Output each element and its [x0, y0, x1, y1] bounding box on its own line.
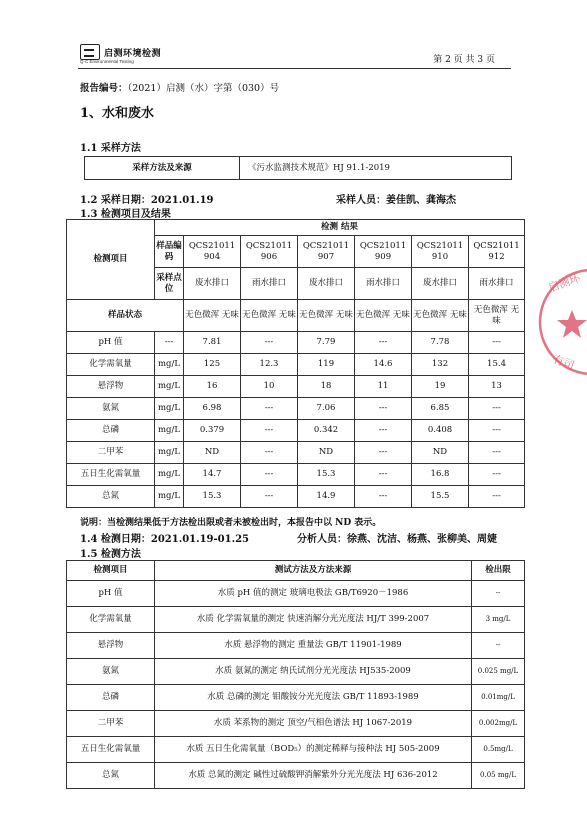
result-value: 0.408	[412, 420, 469, 442]
report-number-label: 报告编号：	[80, 83, 128, 94]
method-item: 悬浮物	[67, 633, 155, 659]
result-unit: mg/L	[155, 354, 184, 376]
result-value: 7.06	[298, 398, 355, 420]
method-limit: --	[472, 581, 525, 607]
result-unit: mg/L	[155, 464, 184, 486]
result-value: 16	[184, 376, 241, 398]
result-value: ---	[241, 420, 298, 442]
page-info: 第 2 页 共 3 页	[433, 55, 495, 65]
sampling-point: 雨水排口	[355, 268, 412, 300]
result-value: 15.3	[184, 486, 241, 508]
company-logo	[80, 44, 161, 60]
company-name-cn: 启测环境检测	[104, 48, 162, 59]
results-col-header: 检测 结果	[155, 220, 525, 236]
company-name-en: Q·C Environmental Testing	[80, 59, 134, 64]
result-value: 14.6	[355, 354, 412, 376]
result-value: 0.379	[184, 420, 241, 442]
result-value: ---	[469, 398, 525, 420]
logo-icon	[80, 44, 100, 60]
result-value: 7.81	[184, 332, 241, 354]
result-value: ND	[298, 442, 355, 464]
result-unit: ---	[155, 332, 184, 354]
sample-state: 无色微浑 无味	[469, 300, 525, 332]
result-value: 6.98	[184, 398, 241, 420]
method-text: 水质 五日生化需氧量（BOD₅）的测定稀释与接种法 HJ 505-2009	[155, 737, 472, 763]
test-date	[80, 530, 249, 545]
svg-text:有司: 有司	[550, 352, 577, 373]
sample-state: 无色微浑 无味	[298, 300, 355, 332]
result-value: ---	[469, 442, 525, 464]
result-unit: mg/L	[155, 398, 184, 420]
method-limit: 0.01mg/L	[472, 685, 525, 711]
method-limit: 0.05 mg/L	[472, 763, 525, 789]
method-text: 水质 总磷的测定 钼酸铵分光光度法 GB/T 11893-1989	[155, 685, 472, 711]
method-item: 氨氮	[67, 659, 155, 685]
methods-table	[66, 560, 525, 789]
result-value: ---	[469, 486, 525, 508]
method-limit: 0.025 mg/L	[472, 659, 525, 685]
sample-code: QCS21011 910	[412, 236, 469, 268]
sampling-people-label: 采样人员：	[336, 195, 386, 206]
sample-state: 无色微浑 无味	[355, 300, 412, 332]
method-text: 水质 化学需氧量的测定 快速消解分光光度法 HJ/T 399-2007	[155, 607, 472, 633]
sampling-people	[336, 191, 456, 206]
result-value: 12.3	[241, 354, 298, 376]
method-item: 五日生化需氧量	[67, 737, 155, 763]
sampling-method-heading: 1.1 采样方法	[80, 143, 141, 154]
result-item: 总磷	[67, 420, 155, 442]
result-value: ---	[241, 398, 298, 420]
result-value: 15.4	[469, 354, 525, 376]
sampling-date-label: 1.2 采样日期：	[80, 195, 151, 206]
result-item: 五日生化需氧量	[67, 464, 155, 486]
methods-heading: 1.5 检测方法	[80, 549, 141, 560]
method-text: 水质 苯系物的测定 顶空/气相色谱法 HJ 1067-2019	[155, 711, 472, 737]
methods-col-method: 测试方法及方法来源	[155, 561, 472, 581]
sampling-point: 废水排口	[298, 268, 355, 300]
report-number	[80, 80, 279, 94]
method-limit: --	[472, 633, 525, 659]
results-table	[66, 219, 525, 508]
svg-text:启测环: 启测环	[546, 271, 583, 295]
result-item: 氨氮	[67, 398, 155, 420]
results-col-item: 检测项目	[67, 220, 155, 300]
method-text: 水质 总氮的测定 碱性过硫酸钾消解紫外分光光度法 HJ 636-2012	[155, 763, 472, 789]
result-value: ---	[355, 420, 412, 442]
sample-state: 无色微浑 无味	[184, 300, 241, 332]
code-label: 样品编码	[155, 236, 184, 268]
result-value: ND	[412, 442, 469, 464]
result-value: 14.9	[298, 486, 355, 508]
result-value: ---	[469, 464, 525, 486]
sampling-method-value: 《污水监测技术规范》HJ 91.1-2019	[240, 157, 512, 180]
method-item: 化学需氧量	[67, 607, 155, 633]
analyst-label: 分析人员：	[297, 534, 347, 545]
method-text: 水质 悬浮物的测定 重量法 GB/T 11901-1989	[155, 633, 472, 659]
sampling-method-table	[84, 156, 512, 180]
method-text: 水质 pH 值的测定 玻璃电极法 GB/T6920－1986	[155, 581, 472, 607]
sample-code: QCS21011 907	[298, 236, 355, 268]
result-value: ---	[241, 332, 298, 354]
method-text: 水质 氨氮的测定 纳氏试剂分光光度法 HJ535-2009	[155, 659, 472, 685]
result-unit: mg/L	[155, 376, 184, 398]
result-value: ---	[469, 420, 525, 442]
sample-code: QCS21011 912	[469, 236, 525, 268]
result-unit: mg/L	[155, 486, 184, 508]
result-value: 10	[241, 376, 298, 398]
result-value: ---	[355, 464, 412, 486]
result-value: 11	[355, 376, 412, 398]
result-value: 7.79	[298, 332, 355, 354]
result-value: 13	[469, 376, 525, 398]
result-value: 119	[298, 354, 355, 376]
point-label: 采样点位	[155, 268, 184, 300]
sampling-point: 废水排口	[184, 268, 241, 300]
result-value: ND	[184, 442, 241, 464]
result-item: 总氮	[67, 486, 155, 508]
result-value: 0.342	[298, 420, 355, 442]
test-date-value: 2021.01.19-01.25	[150, 534, 249, 545]
test-date-label: 1.4 检测日期：	[80, 534, 151, 545]
analyst-people	[297, 530, 497, 545]
company-seal-stamp	[530, 262, 587, 382]
header-divider	[78, 68, 511, 69]
method-item: 总氮	[67, 763, 155, 789]
sampling-point: 雨水排口	[469, 268, 525, 300]
result-unit: mg/L	[155, 420, 184, 442]
result-value: ---	[355, 486, 412, 508]
result-value: 15.3	[298, 464, 355, 486]
sample-code: QCS21011 909	[355, 236, 412, 268]
sampling-date-value: 2021.01.19	[150, 195, 214, 206]
result-value: 125	[184, 354, 241, 376]
sample-state: 无色微浑 无味	[412, 300, 469, 332]
result-item: 化学需氧量	[67, 354, 155, 376]
note-text: 说明：当检测结果低于方法检出限或者未被检出时，本报告中以 ND 表示。	[80, 518, 382, 528]
method-item: 二甲苯	[67, 711, 155, 737]
report-number-value: （2021）启测（水）字第（030）号	[127, 83, 280, 94]
result-value: ---	[241, 486, 298, 508]
result-value: 6.85	[412, 398, 469, 420]
result-value: ---	[355, 332, 412, 354]
result-value: 16.8	[412, 464, 469, 486]
result-value: ---	[469, 332, 525, 354]
sample-state: 无色微浑 无味	[241, 300, 298, 332]
result-value: ---	[241, 464, 298, 486]
method-item: pH 值	[67, 581, 155, 607]
result-value: 7.78	[412, 332, 469, 354]
result-unit: mg/L	[155, 442, 184, 464]
method-limit: 3 mg/L	[472, 607, 525, 633]
result-item: 二甲苯	[67, 442, 155, 464]
result-item: 悬浮物	[67, 376, 155, 398]
section-title: 1、水和废水	[80, 106, 155, 121]
sampling-point: 雨水排口	[241, 268, 298, 300]
method-limit: 0.5mg/L	[472, 737, 525, 763]
results-heading: 1.3 检测项目及结果	[80, 209, 171, 220]
sampling-date	[80, 191, 214, 206]
result-value: ---	[241, 442, 298, 464]
sample-code: QCS21011 906	[241, 236, 298, 268]
method-item: 总磷	[67, 685, 155, 711]
result-value: 19	[412, 376, 469, 398]
result-value: ---	[355, 398, 412, 420]
sampling-method-label: 采样方法及来源	[85, 157, 240, 180]
result-item: pH 值	[67, 332, 155, 354]
sample-code: QCS21011 904	[184, 236, 241, 268]
state-label: 样品状态	[67, 300, 184, 332]
analyst-value: 徐燕、沈洁、杨燕、张柳美、周婕	[347, 534, 497, 545]
methods-col-limit: 检出限	[472, 561, 525, 581]
methods-col-item: 检测项目	[67, 561, 155, 581]
result-value: 18	[298, 376, 355, 398]
sampling-people-value: 姜佳凯、龚海杰	[386, 195, 456, 206]
sampling-point: 废水排口	[412, 268, 469, 300]
result-value: ---	[355, 442, 412, 464]
method-limit: 0.002mg/L	[472, 711, 525, 737]
result-value: 132	[412, 354, 469, 376]
result-value: 14.7	[184, 464, 241, 486]
result-value: 15.5	[412, 486, 469, 508]
seal-star-icon	[557, 310, 587, 338]
